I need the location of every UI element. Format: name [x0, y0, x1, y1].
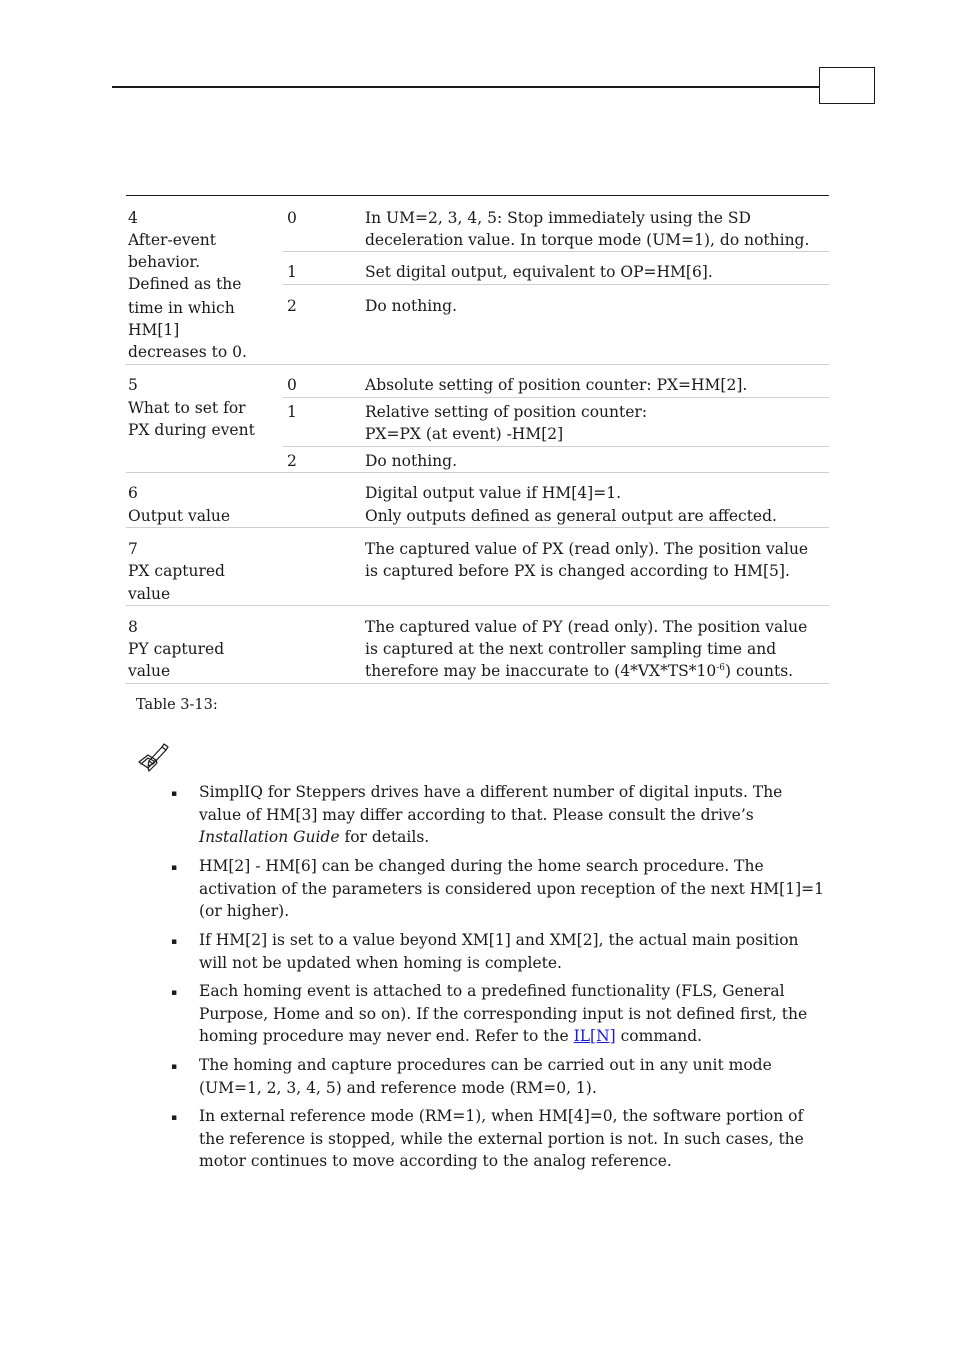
row-desc-line: value [128, 585, 171, 603]
row-text-line [365, 660, 793, 683]
row-rule [126, 472, 829, 473]
option-text-line: Absolute setting of position counter: PX=HM[2]. [365, 376, 748, 394]
row-desc-line: PY captured [128, 640, 225, 658]
row-desc-line: Output value [128, 507, 231, 525]
row-rule [283, 251, 829, 252]
row-index: 5 [128, 376, 138, 394]
row-text-line: is captured before PX is changed according to HM[5]. [365, 562, 790, 580]
row-text-line: Digital output value if HM[4]=1. [365, 484, 621, 502]
bullet-icon: ▪ [171, 988, 178, 998]
option-value: 1 [287, 403, 297, 421]
note-item [199, 1105, 829, 1173]
row-desc-line: PX during event [128, 421, 255, 439]
option-value: 0 [287, 209, 297, 227]
row-index: 6 [128, 484, 138, 502]
bullet-icon: ▪ [171, 863, 178, 873]
note-text: HM[2] - HM[6] can be changed during the home search procedure. The activation of the parameters is considered upon reception of the next HM[1]=1 (or higher). [199, 857, 824, 920]
table-top-rule [126, 195, 829, 196]
row-index: 8 [128, 618, 138, 636]
superscript-exponent: -6 [716, 662, 726, 673]
note-item [199, 1054, 829, 1099]
option-text-line: PX=PX (at event) -HM[2] [365, 425, 564, 443]
row-desc-line: time in which [128, 299, 235, 317]
row-rule [126, 527, 829, 528]
option-text-line: Do nothing. [365, 452, 458, 470]
page-number-box [819, 67, 875, 104]
row-rule [126, 364, 829, 365]
row-desc-line: HM[1] [128, 321, 180, 339]
option-text-line: Relative setting of position counter: [365, 403, 648, 421]
note-item [199, 980, 829, 1048]
row-text-line: is captured at the next controller sampling time and [365, 640, 777, 658]
header-rule [112, 86, 819, 88]
bullet-icon: ▪ [171, 789, 178, 799]
note-text: If HM[2] is set to a value beyond XM[1] and XM[2], the actual main position will not be updated when homing is complete. [199, 931, 799, 972]
note-text: Each homing event is attached to a predefined functionality (FLS, General Purpose, Home and so on). If the corresponding input is not defined first, the homing procedure may never end. Refer to the [199, 982, 808, 1045]
bullet-icon: ▪ [171, 937, 178, 947]
note-text: command. [615, 1027, 703, 1045]
option-text-line: deceleration value. In torque mode (UM=1), do nothing. [365, 231, 810, 249]
option-value: 1 [287, 263, 297, 281]
row-rule [126, 683, 829, 684]
note-text: SimplIQ for Steppers drives have a different number of digital inputs. The value of HM[3] may differ according to that. Please consult the drive’s [199, 783, 783, 824]
row-text-line: The captured value of PY (read only). The position value [365, 618, 808, 636]
note-text: for details. [339, 828, 430, 846]
note-item [199, 929, 829, 974]
option-text-line: Do nothing. [365, 297, 458, 315]
text-segment: therefore may be inaccurate to (4*VX*TS*10 [365, 662, 717, 680]
row-rule [283, 397, 829, 398]
option-value: 2 [287, 297, 297, 315]
text-segment: ) counts. [725, 662, 794, 680]
option-value: 0 [287, 376, 297, 394]
row-rule [283, 446, 829, 447]
bullet-icon: ▪ [171, 1113, 178, 1123]
row-text-line: Only outputs defined as general output are affected. [365, 507, 777, 525]
row-desc-line: What to set for [128, 399, 246, 417]
bullet-icon: ▪ [171, 1062, 178, 1072]
il-n-command-link[interactable]: IL[N] [573, 1027, 616, 1045]
row-desc-line: Defined as the [128, 275, 242, 293]
row-desc-line: After-event [128, 231, 217, 249]
row-desc-line: PX captured [128, 562, 225, 580]
note-italic-text: Installation Guide [199, 828, 340, 846]
note-pencil-icon [136, 740, 170, 774]
option-value: 2 [287, 452, 297, 470]
row-text-line: The captured value of PX (read only). The position value [365, 540, 809, 558]
row-index: 7 [128, 540, 138, 558]
row-rule [126, 605, 829, 606]
row-desc-line: behavior. [128, 253, 200, 271]
note-text: In external reference mode (RM=1), when HM[4]=0, the software portion of the reference is stopped, while the external portion is not. In such cases, the motor continues to move according to the analog reference. [199, 1107, 804, 1170]
note-text: The homing and capture procedures can be carried out in any unit mode (UM=1, 2, 3, 4, 5) and reference mode (RM=0, 1). [199, 1056, 772, 1097]
option-text-line: Set digital output, equivalent to OP=HM[6]. [365, 263, 713, 281]
row-index: 4 [128, 209, 138, 227]
table-caption: Table 3-13: [136, 697, 218, 713]
row-desc-line: value [128, 662, 171, 680]
note-item [199, 855, 829, 923]
row-desc-line: decreases to 0. [128, 343, 247, 361]
row-rule [283, 284, 829, 285]
option-text-line: In UM=2, 3, 4, 5: Stop immediately using the SD [365, 209, 751, 227]
note-item [199, 781, 829, 849]
